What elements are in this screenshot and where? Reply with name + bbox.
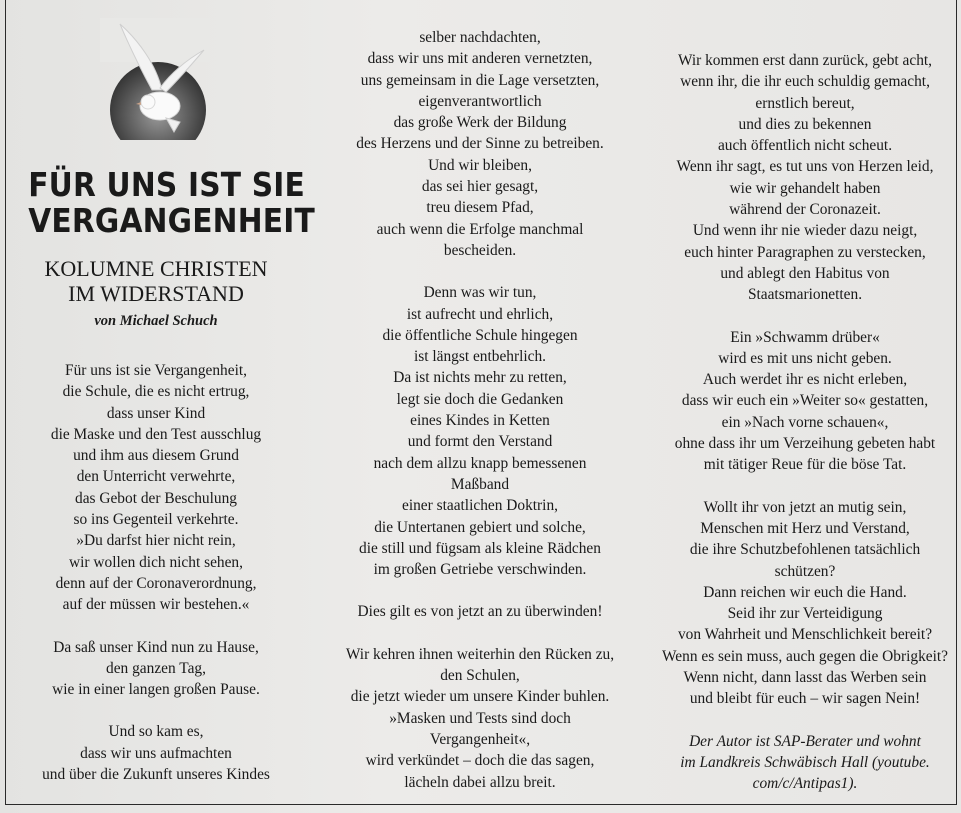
text-line: die still und fügsam als kleine Rädchen: [359, 539, 601, 557]
text-line: wird verkündet – doch die das sagen,: [365, 752, 595, 770]
stanza: [322, 644, 638, 793]
text-line: die Schule, die es nicht ertrug,: [62, 383, 250, 401]
text-line: Da ist nichts mehr zu retten,: [393, 369, 567, 387]
text-line: legt sie doch die Gedanken: [396, 390, 564, 408]
text-line: Vergangenheit«,: [429, 730, 531, 748]
text-line: dass unser Kind: [106, 404, 206, 422]
text-line: eigenverantwortlich: [418, 92, 542, 110]
text-line: Wir kehren ihnen weiterhin den Rücken zu,: [345, 645, 615, 663]
text-line: die öffentliche Schule hingegen: [382, 326, 578, 344]
text-line: Wir kommen erst dann zurück, gebt acht,: [677, 52, 933, 69]
text-line: die ihre Schutzbefohlenen tatsächlich: [689, 541, 921, 559]
text-line: Und so kam es,: [108, 723, 204, 741]
text-line: den ganzen Tag,: [106, 659, 206, 677]
text-line: das sei hier gesagt,: [421, 178, 539, 196]
text-line: das große Werk der Bildung: [393, 114, 567, 132]
text-line: den Schulen,: [440, 667, 520, 685]
text-line: Da saß unser Kind nun zu Hause,: [53, 638, 259, 656]
text-line: Der Autor ist SAP-Berater und wohnt: [689, 732, 921, 750]
stanza: [14, 637, 298, 701]
text-line: des Herzens und der Sinne zu betreiben.: [356, 135, 604, 153]
text-line: Maßband: [450, 475, 510, 493]
text-line: uns gemeinsam in die Lage versetzten,: [360, 71, 600, 89]
text-line: wir wollen dich nicht sehen,: [69, 553, 243, 571]
stanza: [322, 27, 638, 261]
text-line: wird es mit uns nicht geben.: [718, 349, 892, 367]
text-line: Menschen mit Herz und Verstand,: [700, 519, 910, 537]
stanza: [322, 282, 638, 580]
text-line: dass wir euch ein »Weiter so« gestatten,: [681, 392, 929, 410]
text-line: und dies zu bekennen: [738, 115, 872, 133]
text-line: im großen Getriebe verschwinden.: [373, 561, 587, 579]
text-line: »Du darfst hier nicht rein,: [76, 532, 236, 550]
text-line: Und wenn ihr nie wieder dazu neigt,: [692, 222, 918, 240]
text-line: ist aufrecht und ehrlich,: [406, 305, 554, 323]
author-note: [650, 731, 960, 795]
text-line: wenn ihr, die ihr euch schuldig gemacht,: [680, 73, 930, 91]
text-line: Ein »Schwamm drüber«: [730, 328, 880, 346]
text-line: selber nachdachten,: [419, 29, 541, 46]
article-headline: FÜR UNS IST SIE VERGANGENHEIT: [28, 165, 315, 240]
stanza: [650, 327, 960, 476]
text-line: com/c/Antipas1).: [752, 775, 858, 793]
text-line: Auch werdet ihr es nicht erleben,: [702, 371, 908, 389]
column-kicker: KOLUMNE CHRISTEN IM WIDERSTAND: [44, 256, 268, 306]
text-line: auch wenn die Erfolge manchmal: [376, 220, 584, 238]
text-line: wie in einer langen großen Pause.: [52, 681, 260, 699]
text-line: Und wir bleiben,: [428, 156, 532, 174]
text-line: ernstlich bereut,: [755, 94, 855, 112]
text-line: auf der müssen wir bestehen.«: [62, 596, 250, 614]
stanza: [14, 360, 298, 616]
author-byline: von Michael Schuch: [94, 313, 218, 329]
text-line: Dann reichen wir euch die Hand.: [703, 583, 907, 601]
text-line: Staatsmarionetten.: [747, 286, 863, 304]
text-line: dass wir uns aufmachten: [80, 744, 232, 762]
text-line: Wenn ihr sagt, es tut uns von Herzen leid,: [676, 158, 934, 176]
text-line: während der Coronazeit.: [729, 201, 881, 219]
text-line: die Maske und den Test ausschlug: [50, 425, 262, 443]
text-line: euch hinter Paragraphen zu verstecken,: [684, 243, 926, 261]
text-column-2: [322, 0, 638, 804]
text-line: lächeln dabei allzu breit.: [404, 773, 556, 791]
text-line: die Untertanen gebiert und solche,: [374, 518, 586, 536]
text-line: eines Kindes in Ketten: [410, 412, 550, 430]
text-line: Dies gilt es von jetzt an zu überwinden!: [357, 603, 603, 621]
text-line: auch öffentlich nicht scheut.: [717, 137, 893, 155]
stanza: [650, 497, 960, 710]
text-line: ein »Nach vorne schauen«,: [721, 413, 889, 431]
text-line: wie wir gehandelt haben: [729, 179, 881, 197]
text-line: ohne dass ihr um Verzeihung gebeten habt: [674, 435, 936, 453]
text-line: denn auf der Coronaverordnung,: [55, 574, 257, 592]
text-line: schützen?: [774, 562, 836, 580]
text-column-3: [650, 0, 960, 804]
text-line: die jetzt wieder um unsere Kinder buhlen.: [350, 688, 610, 706]
text-line: Wenn es sein muss, auch gegen die Obrigkeit?: [662, 647, 948, 665]
text-line: im Landkreis Schwäbisch Hall (youtube.: [680, 753, 930, 771]
text-line: einer staatlichen Doktrin,: [402, 497, 558, 515]
text-line: und ablegt den Habitus von: [720, 264, 890, 282]
text-line: Wollt ihr von jetzt an mutig sein,: [703, 498, 907, 516]
text-line: Wenn nicht, dann lasst das Werben sein: [683, 669, 927, 687]
text-line: Denn was wir tun,: [423, 284, 537, 302]
text-line: Seid ihr zur Verteidigung: [727, 605, 883, 623]
text-line: das Gebot der Beschulung: [75, 489, 237, 507]
text-line: und bleibt für euch – wir sagen Nein!: [689, 690, 921, 708]
text-line: mit tätiger Reue für die böse Tat.: [703, 456, 907, 474]
stanza: [650, 50, 960, 306]
stanza: [14, 721, 298, 785]
text-line: »Masken und Tests sind doch: [389, 709, 571, 727]
text-line: und formt den Verstand: [407, 433, 553, 451]
text-line: und ihm aus diesem Grund: [73, 447, 239, 465]
stanza: [322, 601, 638, 622]
text-line: und über die Zukunft unseres Kindes: [42, 766, 270, 784]
text-line: den Unterricht verwehrte,: [76, 468, 236, 486]
text-line: von Wahrheit und Menschlichkeit bereit?: [677, 626, 933, 644]
text-line: treu diesem Pfad,: [426, 199, 534, 217]
text-line: nach dem allzu knapp bemessenen: [373, 454, 587, 472]
text-column-1: [14, 0, 315, 804]
text-line: bescheiden.: [443, 241, 517, 259]
text-line: Für uns ist sie Vergangenheit,: [65, 362, 247, 379]
text-line: dass wir uns mit anderen vernetzten,: [367, 50, 593, 68]
text-line: so ins Gegenteil verkehrte.: [73, 511, 239, 529]
text-line: ist längst entbehrlich.: [413, 348, 547, 366]
